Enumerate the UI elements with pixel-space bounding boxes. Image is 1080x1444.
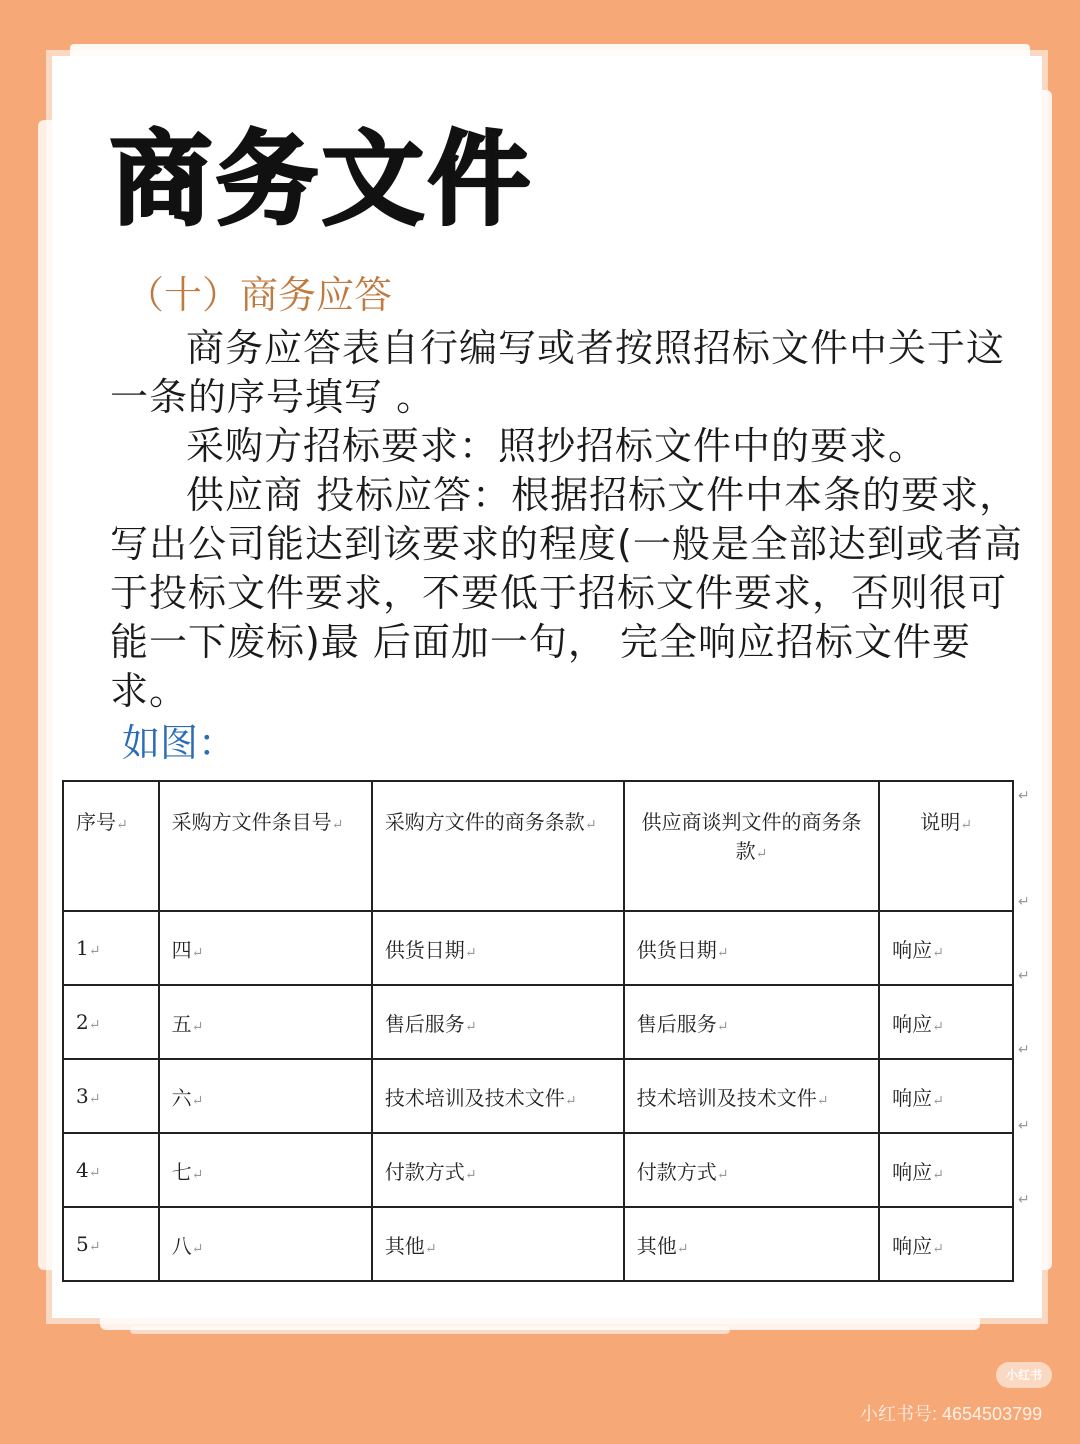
table-row bbox=[63, 1133, 1013, 1207]
cell-notes: 响应↵ bbox=[879, 1133, 1013, 1207]
cell-item-number: 七↵ bbox=[159, 1133, 372, 1207]
cell-buyer-terms: 供货日期↵ bbox=[372, 911, 624, 985]
cell-notes: 响应↵ bbox=[879, 911, 1013, 985]
paragraph-mark: ↵ bbox=[1018, 968, 1030, 984]
cell-index: 3↵ bbox=[63, 1059, 159, 1133]
cell-index: 2↵ bbox=[63, 985, 159, 1059]
paragraph-mark: ↵ bbox=[1018, 788, 1030, 804]
business-response-table bbox=[62, 780, 1014, 1282]
header-cell-index: 序号↵ bbox=[63, 781, 159, 911]
cell-item-number: 八↵ bbox=[159, 1207, 372, 1281]
cell-buyer-terms: 付款方式↵ bbox=[372, 1133, 624, 1207]
table-row bbox=[63, 911, 1013, 985]
paragraph-mark: ↵ bbox=[1018, 1192, 1030, 1208]
cell-supplier-terms: 其他↵ bbox=[624, 1207, 879, 1281]
table-row bbox=[63, 1059, 1013, 1133]
header-cell-supplier-terms: 供应商谈判文件的商务条款↵ bbox=[624, 781, 879, 911]
cell-index: 5↵ bbox=[63, 1207, 159, 1281]
header-cell-notes: 说明↵ bbox=[879, 781, 1013, 911]
paragraph-mark: ↵ bbox=[1018, 1042, 1030, 1058]
cell-buyer-terms: 其他↵ bbox=[372, 1207, 624, 1281]
torn-edge-bottom-fragment bbox=[130, 1326, 730, 1334]
cell-item-number: 五↵ bbox=[159, 985, 372, 1059]
paragraph-mark: ↵ bbox=[1018, 894, 1030, 910]
paragraph-mark: ↵ bbox=[1018, 1118, 1030, 1134]
section-subtitle: （十）商务应答 bbox=[126, 273, 393, 317]
page-title: 商务文件 bbox=[110, 121, 534, 240]
table-header-row bbox=[63, 781, 1013, 911]
cell-notes: 响应↵ bbox=[879, 1207, 1013, 1281]
figure-label: 如图： bbox=[122, 721, 237, 765]
paragraph-1: 商务应答表自行编写或者按照招标文件中关于这一条的序号填写 。 bbox=[110, 326, 1006, 419]
watermark-id: 小红书号: 4654503799 bbox=[860, 1404, 1043, 1424]
cell-supplier-terms: 供货日期↵ bbox=[624, 911, 879, 985]
xiaohongshu-logo-icon: 小红书 bbox=[996, 1362, 1052, 1388]
body-text bbox=[110, 324, 1028, 716]
table-row bbox=[63, 985, 1013, 1059]
cell-supplier-terms: 付款方式↵ bbox=[624, 1133, 879, 1207]
cell-supplier-terms: 技术培训及技术文件↵ bbox=[624, 1059, 879, 1133]
cell-index: 4↵ bbox=[63, 1133, 159, 1207]
paragraph-3: 供应商 投标应答：根据招标文件中本条的要求，写出公司能达到该要求的程度(一般是全部达到或者高于投标文件要求，不要低于招标文件要求，否则很可能一下废标)最 后面加一句， 完全响应招标文件要求。 bbox=[110, 473, 1023, 713]
cell-notes: 响应↵ bbox=[879, 985, 1013, 1059]
cell-buyer-terms: 技术培训及技术文件↵ bbox=[372, 1059, 624, 1133]
cell-supplier-terms: 售后服务↵ bbox=[624, 985, 879, 1059]
cell-buyer-terms: 售后服务↵ bbox=[372, 985, 624, 1059]
cell-item-number: 六↵ bbox=[159, 1059, 372, 1133]
cell-index: 1↵ bbox=[63, 911, 159, 985]
header-cell-item-number: 采购方文件条目号↵ bbox=[159, 781, 372, 911]
header-cell-buyer-terms: 采购方文件的商务条款↵ bbox=[372, 781, 624, 911]
cell-notes: 响应↵ bbox=[879, 1059, 1013, 1133]
cell-item-number: 四↵ bbox=[159, 911, 372, 985]
table-row bbox=[63, 1207, 1013, 1281]
paragraph-2: 采购方招标要求：照抄招标文件中的要求。 bbox=[186, 424, 928, 468]
